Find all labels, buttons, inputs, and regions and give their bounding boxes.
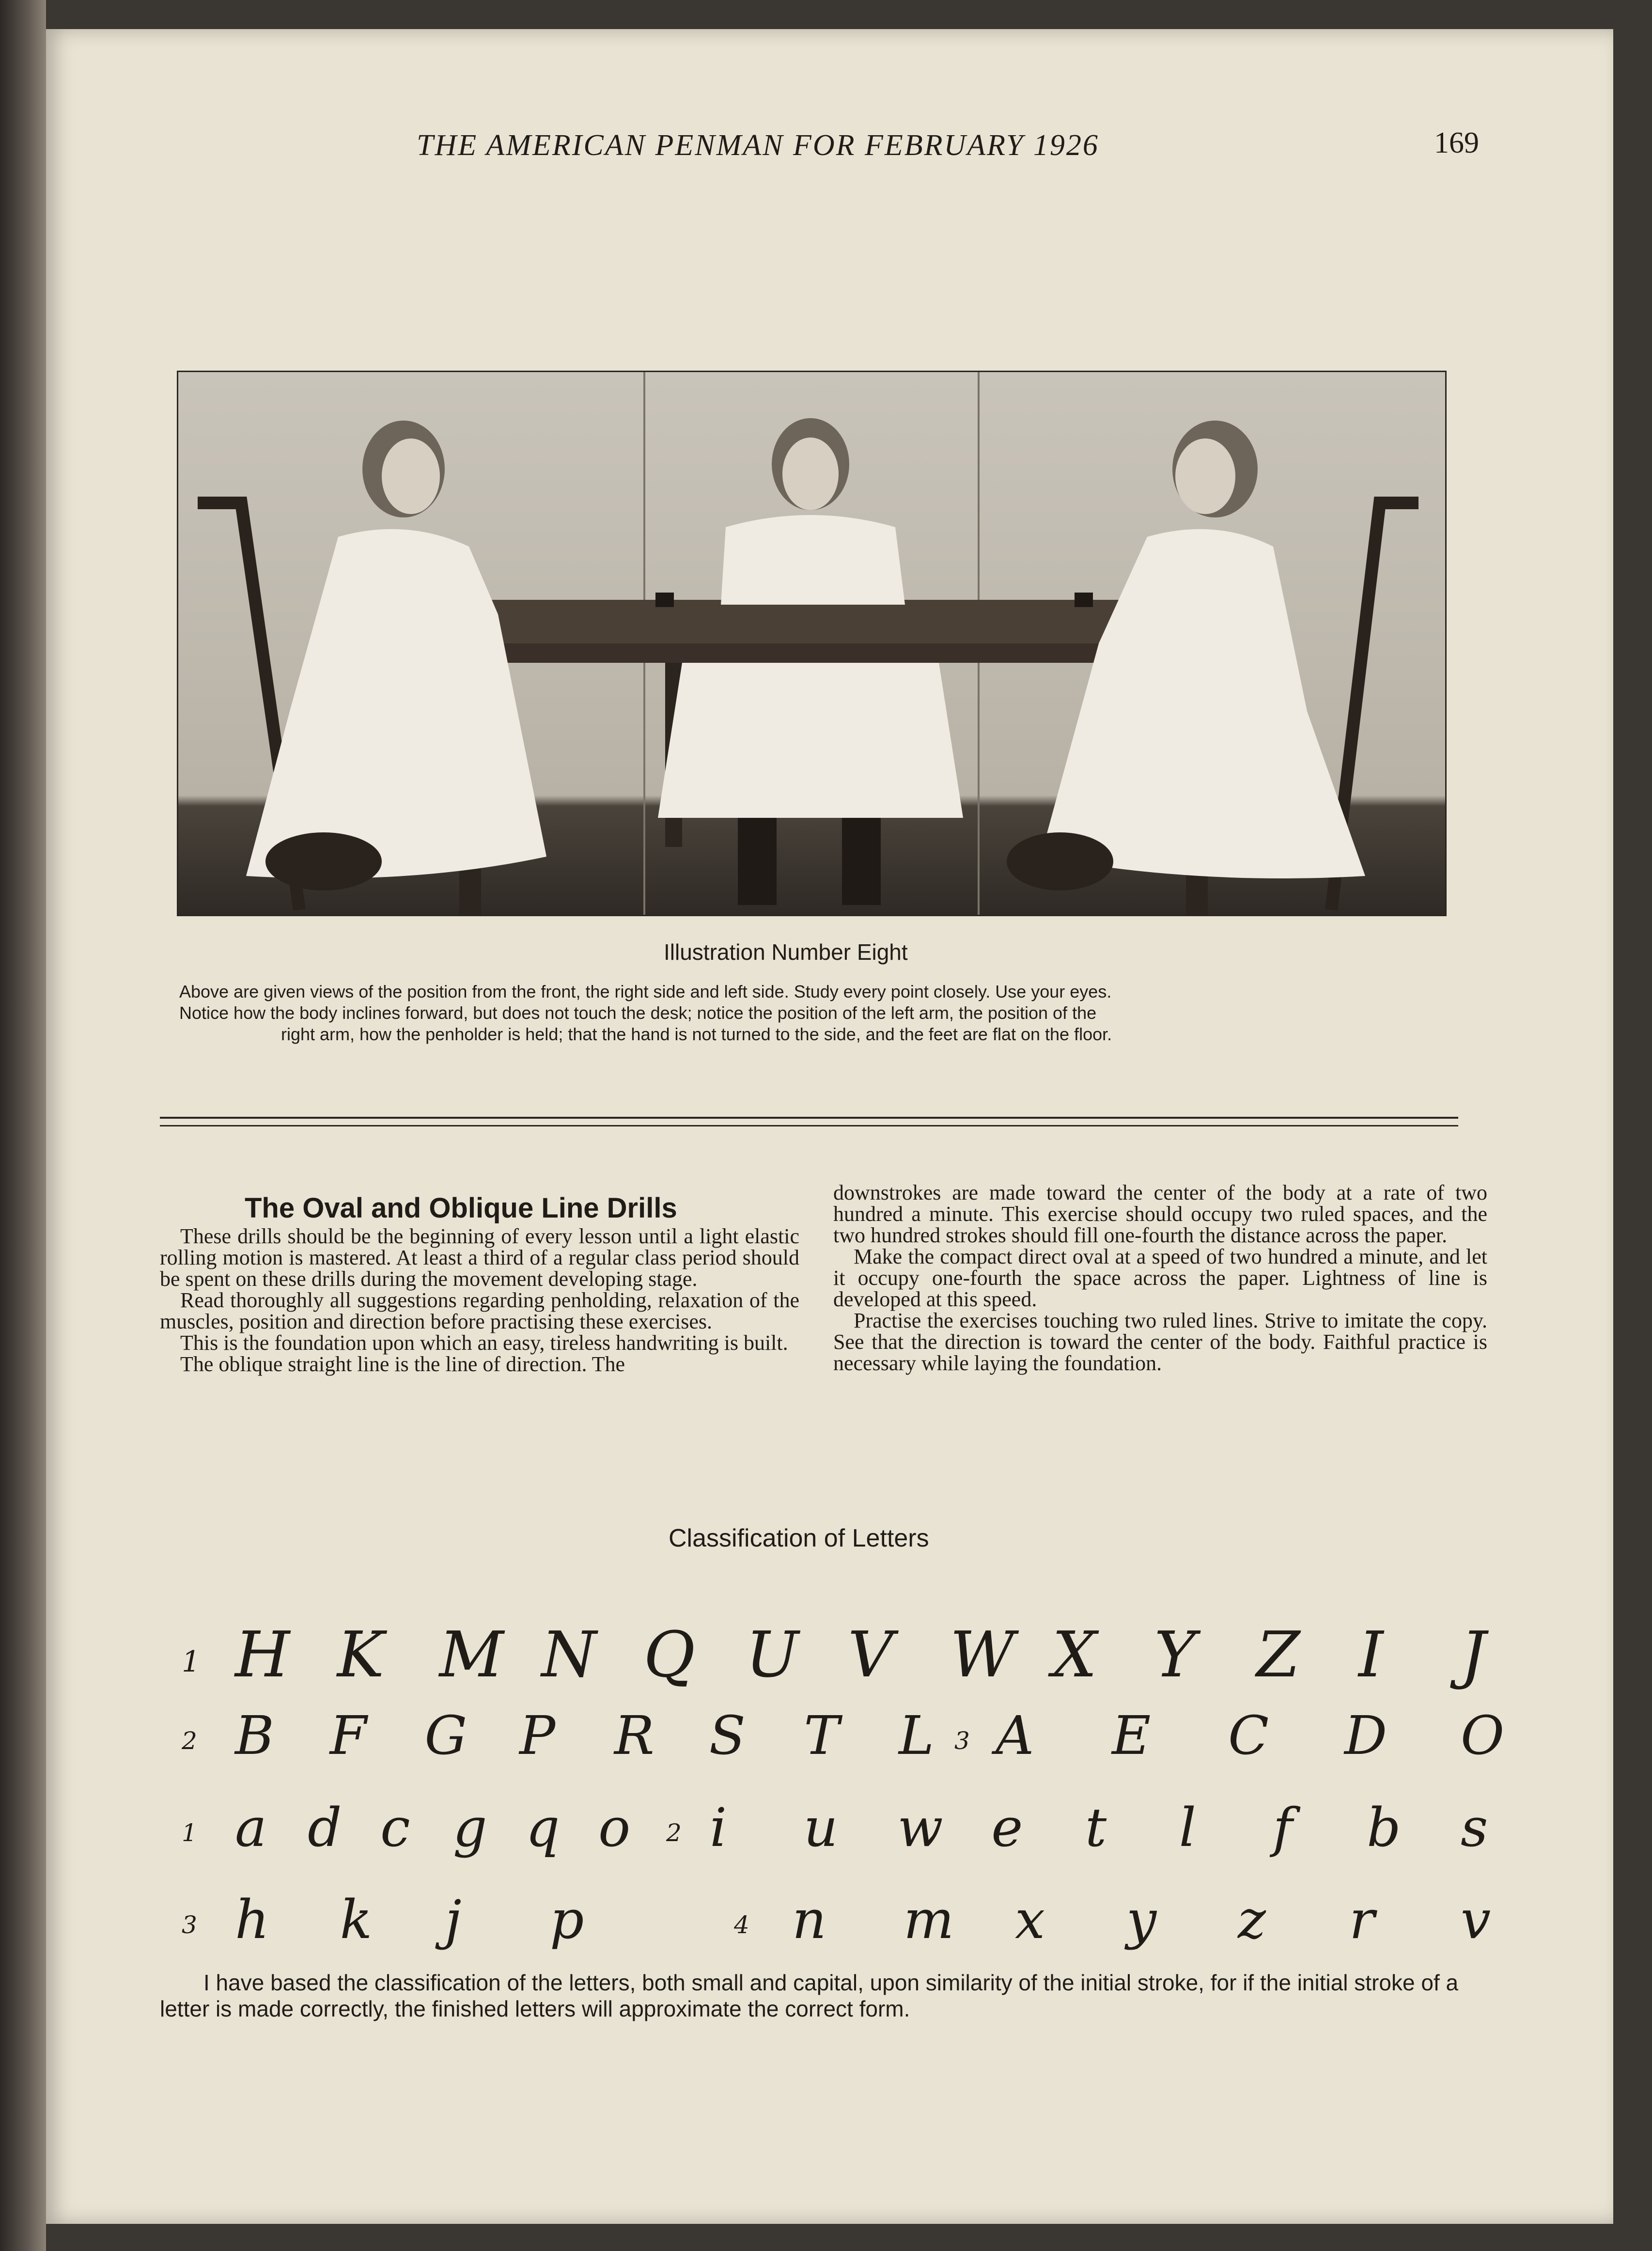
script-letter: j [445,1889,462,1951]
script-letter: B [235,1704,274,1766]
script-letter: l [1179,1797,1196,1859]
script-letter: A [996,1704,1034,1766]
script-letter: C [1228,1704,1269,1766]
script-letter: s [1461,1797,1488,1859]
script-letter: q [526,1797,560,1859]
group-number: 1 [182,1819,197,1847]
script-letter: H [235,1618,290,1691]
caption-title: Illustration Number Eight [664,939,908,965]
running-head: THE AMERICAN PENMAN FOR FEBRUARY 1926 [417,129,1099,162]
article-right-column [833,1182,1487,1374]
group-number: 3 [182,1911,197,1939]
classification-title: Classification of Letters [669,1524,929,1552]
script-letter: V [848,1618,893,1691]
script-letter: f [1273,1797,1293,1859]
paragraph: I have based the classification of the letters, both small and capital, upon similarity of the initial stroke, for if the initial stroke of a letter is made correctly, the finished letters will approximate the correct form. [160,1970,1459,2021]
section-divider [160,1125,1458,1126]
script-letter: Q [643,1618,695,1691]
script-row [792,1889,1491,1951]
book-spine [0,0,46,2251]
script-letter: b [1367,1797,1401,1859]
script-letter: v [1461,1889,1491,1951]
script-letter: W [950,1618,1015,1691]
script-letter: m [904,1889,954,1951]
script-letter: O [1461,1704,1504,1766]
students-at-desk-photo-icon [178,372,1445,915]
group-number: 2 [182,1727,197,1755]
script-letter: D [1344,1704,1387,1766]
script-letter: u [803,1797,838,1859]
illustration-photo [177,371,1447,916]
script-row [991,1704,1504,1766]
script-letter: i [710,1797,727,1859]
script-letter: x [1015,1889,1045,1951]
script-letter: d [308,1797,342,1859]
script-row [234,1704,934,1766]
script-letter: r [1349,1889,1375,1951]
script-letter: T [804,1704,840,1766]
script-letter: h [235,1889,269,1951]
script-letter: z [1238,1889,1266,1951]
script-letter: M [439,1618,504,1691]
script-letter: U [746,1618,799,1691]
caption-line: right arm, how the penholder is held; that the hand is not turned to the side, and the feet are flat on the floor. [281,1024,1112,1044]
group-number: 4 [734,1911,749,1939]
script-letter: c [380,1797,410,1859]
paragraph: The oblique straight line is the line of direction. The [180,1352,625,1376]
script-letter: R [614,1704,655,1766]
script-letter: J [1461,1618,1486,1691]
script-letter: p [550,1889,584,1951]
group-number: 3 [954,1727,970,1755]
script-row [234,1618,1489,1691]
paragraph: Read thoroughly all suggestions regarding penholding, relaxation of the muscles, position and direction before practising these exercises. [160,1288,799,1333]
script-letter: E [1112,1704,1151,1766]
script-letter: k [340,1889,373,1951]
article-left-column [160,1226,799,1375]
caption-line: Notice how the body inclines forward, but does not touch the desk; notice the position of the left arm, the position of the [179,1003,1097,1023]
script-letter: K [337,1618,384,1691]
script-letter: F [329,1704,367,1766]
script-row [235,1889,584,1951]
section-divider [160,1117,1458,1119]
script-letter: L [899,1704,935,1766]
caption-body [179,981,1424,1045]
script-letter: a [235,1797,267,1859]
letter-classification-chart [172,1604,1504,1953]
paragraph: Make the compact direct oval at a speed of two hundred a minute, and let it occupy one-fourth the space across the paper. Lightness of line is developed at this speed. [833,1245,1487,1311]
page-number: 169 [1434,126,1479,159]
script-letter: Z [1256,1618,1300,1691]
article-title: The Oval and Oblique Line Drills [245,1192,677,1224]
paragraph: downstrokes are made toward the center of the body at a rate of two hundred a minute. This exercise should occupy two ruled spaces, and the two hundred strokes should fill one-fourth the distance across the paper. [833,1181,1487,1247]
script-letter: Y [1154,1618,1196,1691]
script-letter: n [792,1889,826,1951]
script-letter: S [709,1704,746,1766]
script-letter: N [541,1618,597,1691]
paragraph: This is the foundation upon which an easy, tireless handwriting is built. [180,1331,788,1355]
script-letter: X [1052,1618,1097,1691]
script-letter: y [1126,1889,1157,1951]
paragraph: These drills should be the beginning of every lesson until a light elastic rolling motion is mastered. At least a third of a regular class period should be spent on these drills during the movement developing stage. [160,1224,799,1291]
classification-note [160,1970,1502,2022]
script-letter: g [453,1797,487,1859]
script-letter: G [424,1704,468,1766]
group-number: 2 [666,1819,682,1847]
script-row [710,1797,1488,1859]
caption-line: Above are given views of the position from the front, the right side and left side. Study every point closely. Use your eyes. [179,982,1112,1001]
script-letter: t [1085,1797,1107,1859]
script-letter: e [991,1797,1023,1859]
script-letter: P [519,1704,556,1766]
script-letter: o [598,1797,631,1859]
script-letters [172,1604,1504,1953]
script-row [235,1797,630,1859]
group-number: 1 [182,1645,201,1679]
script-letter: I [1358,1618,1384,1691]
paragraph: Practise the exercises touching two ruled lines. Strive to imitate the copy. See that the direction is toward the center of the body. Faithful practice is necessary while laying the foundation. [833,1309,1487,1375]
script-letter: w [897,1797,943,1859]
